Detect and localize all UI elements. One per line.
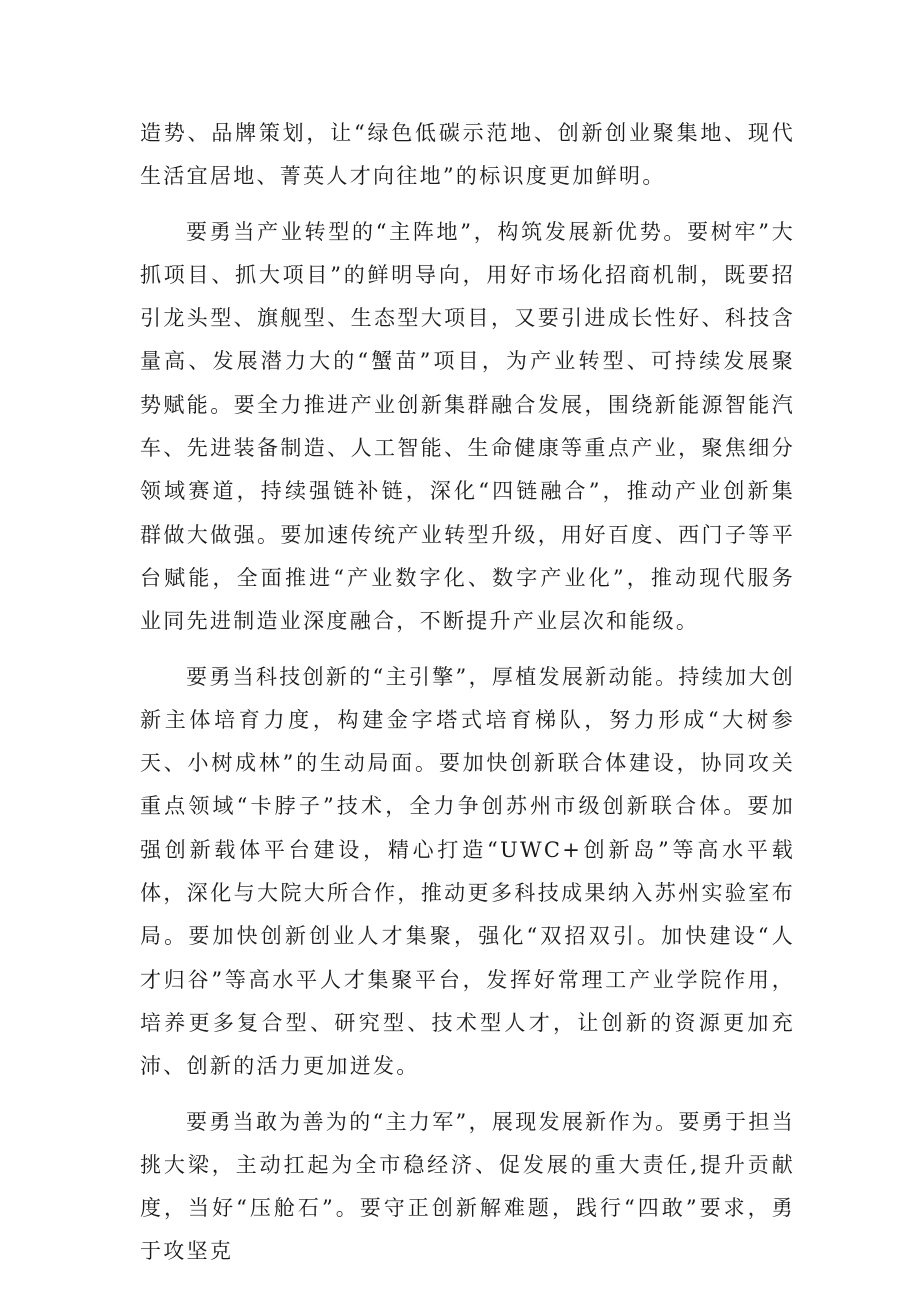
paragraph-continuation: 造势、品牌策划，让“绿色低碳示范地、创新创业聚集地、现代生活宜居地、菁英人才向往地”的标识度更加鲜明。 [140, 121, 795, 189]
paragraph-main-force: 要勇当敢为善为的“主力军”，展现发展新作为。要勇于担当挑大梁，主动扛起为全市稳经济、促发展的重大责任,提升贡献度，当好“压舱石”。要守正创新解难题，践行“四敢”要求，勇于攻坚克 [140, 1109, 795, 1264]
paragraph-industry-transformation: 要勇当产业转型的“主阵地”，构筑发展新优势。要树牢”大抓项目、抓大项目”的鲜明导向，用好市场化招商机制，既要招引龙头型、旗舰型、生态型大项目，又要引进成长性好、科技含量高、发展潜力大的“蟹苗”项目，为产业转型、可持续发展聚势赋能。要全力推进产业创新集群融合发展，围绕新能源智能汽车、先进装备制造、人工智能、生命健康等重点产业，聚焦细分领域赛道，持续强链补链，深化“四链融合”，推动产业创新集群做大做强。要加速传统产业转型升级，用好百度、西门子等平台赋能，全面推进“产业数字化、数字产业化”，推动现代服务业同先进制造业深度融合，不断提升产业层次和能级。 [140, 219, 795, 634]
document-body [140, 112, 795, 1286]
paragraph-tech-innovation: 要勇当科技创新的“主引擎”，厚植发展新动能。持续加大创新主体培育力度，构建金字塔式培育梯队，努力形成“大树参天、小树成林”的生动局面。要加快创新联合体建设，协同攻关重点领域“卡脖子”技术，全力争创苏州市级创新联合体。要加强创新载体平台建设，精心打造“UWC+创新岛”等高水平载体，深化与大院大所合作，推动更多科技成果纳入苏州实验室布局。要加快创新创业人才集聚，强化“双招双引。加快建设“人才归谷”等高水平人才集聚平台，发挥好常理工产业学院作用，培养更多复合型、研究型、技术型人才，让创新的资源更加充沛、创新的活力更加迸发。 [140, 664, 795, 1079]
